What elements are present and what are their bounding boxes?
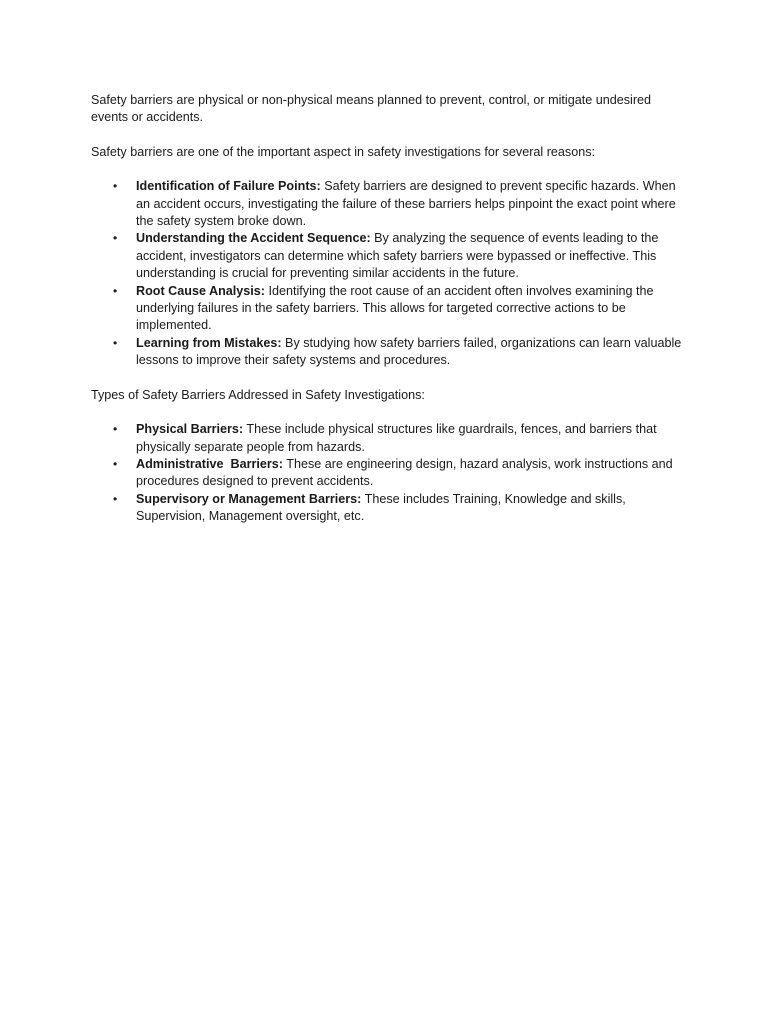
- list-item: [91, 283, 688, 335]
- item-text: By studying how safety barriers failed, organizations can learn valuable lessons to improve their safety systems and procedures.: [136, 335, 682, 368]
- item-text: By analyzing the sequence of events leading to the accident, investigators can determine which safety barriers were bypassed or ineffective. This understanding is crucial for preventing similar accidents in the future.: [136, 231, 659, 281]
- types-list: [91, 421, 688, 525]
- item-term: Understanding the Accident Sequence:: [136, 231, 371, 246]
- item-text: These are engineering design, hazard analysis, work instructions and procedures designed to prevent accidents.: [136, 456, 673, 489]
- intro-paragraph: Safety barriers are physical or non-physical means planned to prevent, control, or mitigate undesired events or accidents.: [91, 93, 652, 125]
- item-term: Administrative Barriers:: [136, 456, 283, 471]
- list-item: [91, 335, 688, 370]
- types-heading: Types of Safety Barriers Addressed in Safety Investigations:: [91, 387, 425, 402]
- list-item: [91, 178, 688, 230]
- bullet-icon: •: [113, 491, 118, 506]
- list-item: [91, 421, 688, 456]
- bullet-icon: •: [113, 179, 118, 194]
- item-term: Supervisory or Management Barriers:: [136, 491, 362, 506]
- item-term: Learning from Mistakes:: [136, 335, 282, 350]
- reasons-heading: Safety barriers are one of the important aspect in safety investigations for several reasons:: [91, 144, 596, 159]
- item-term: Root Cause Analysis:: [136, 283, 265, 298]
- list-item: [91, 456, 688, 491]
- item-text: Safety barriers are designed to prevent specific hazards. When an accident occurs, investigating the failure of these barriers helps pinpoint the exact point where the safety system broke down.: [136, 179, 676, 229]
- item-term: Identification of Failure Points:: [136, 179, 321, 194]
- item-text: Identifying the root cause of an accident often involves examining the underlying failures in the safety barriers. This allows for targeted corrective actions to be implemented.: [136, 283, 654, 333]
- bullet-icon: •: [113, 231, 118, 246]
- bullet-icon: •: [113, 335, 118, 350]
- list-item: [91, 491, 688, 526]
- bullet-icon: •: [113, 456, 118, 471]
- item-text: These includes Training, Knowledge and skills, Supervision, Management oversight, etc.: [136, 491, 626, 524]
- list-item: [91, 230, 688, 282]
- bullet-icon: •: [113, 283, 118, 298]
- item-term: Physical Barriers:: [136, 422, 244, 437]
- bullet-icon: •: [113, 422, 118, 437]
- item-text: These include physical structures like guardrails, fences, and barriers that physically separate people from hazards.: [136, 422, 657, 454]
- reasons-list: [91, 178, 688, 369]
